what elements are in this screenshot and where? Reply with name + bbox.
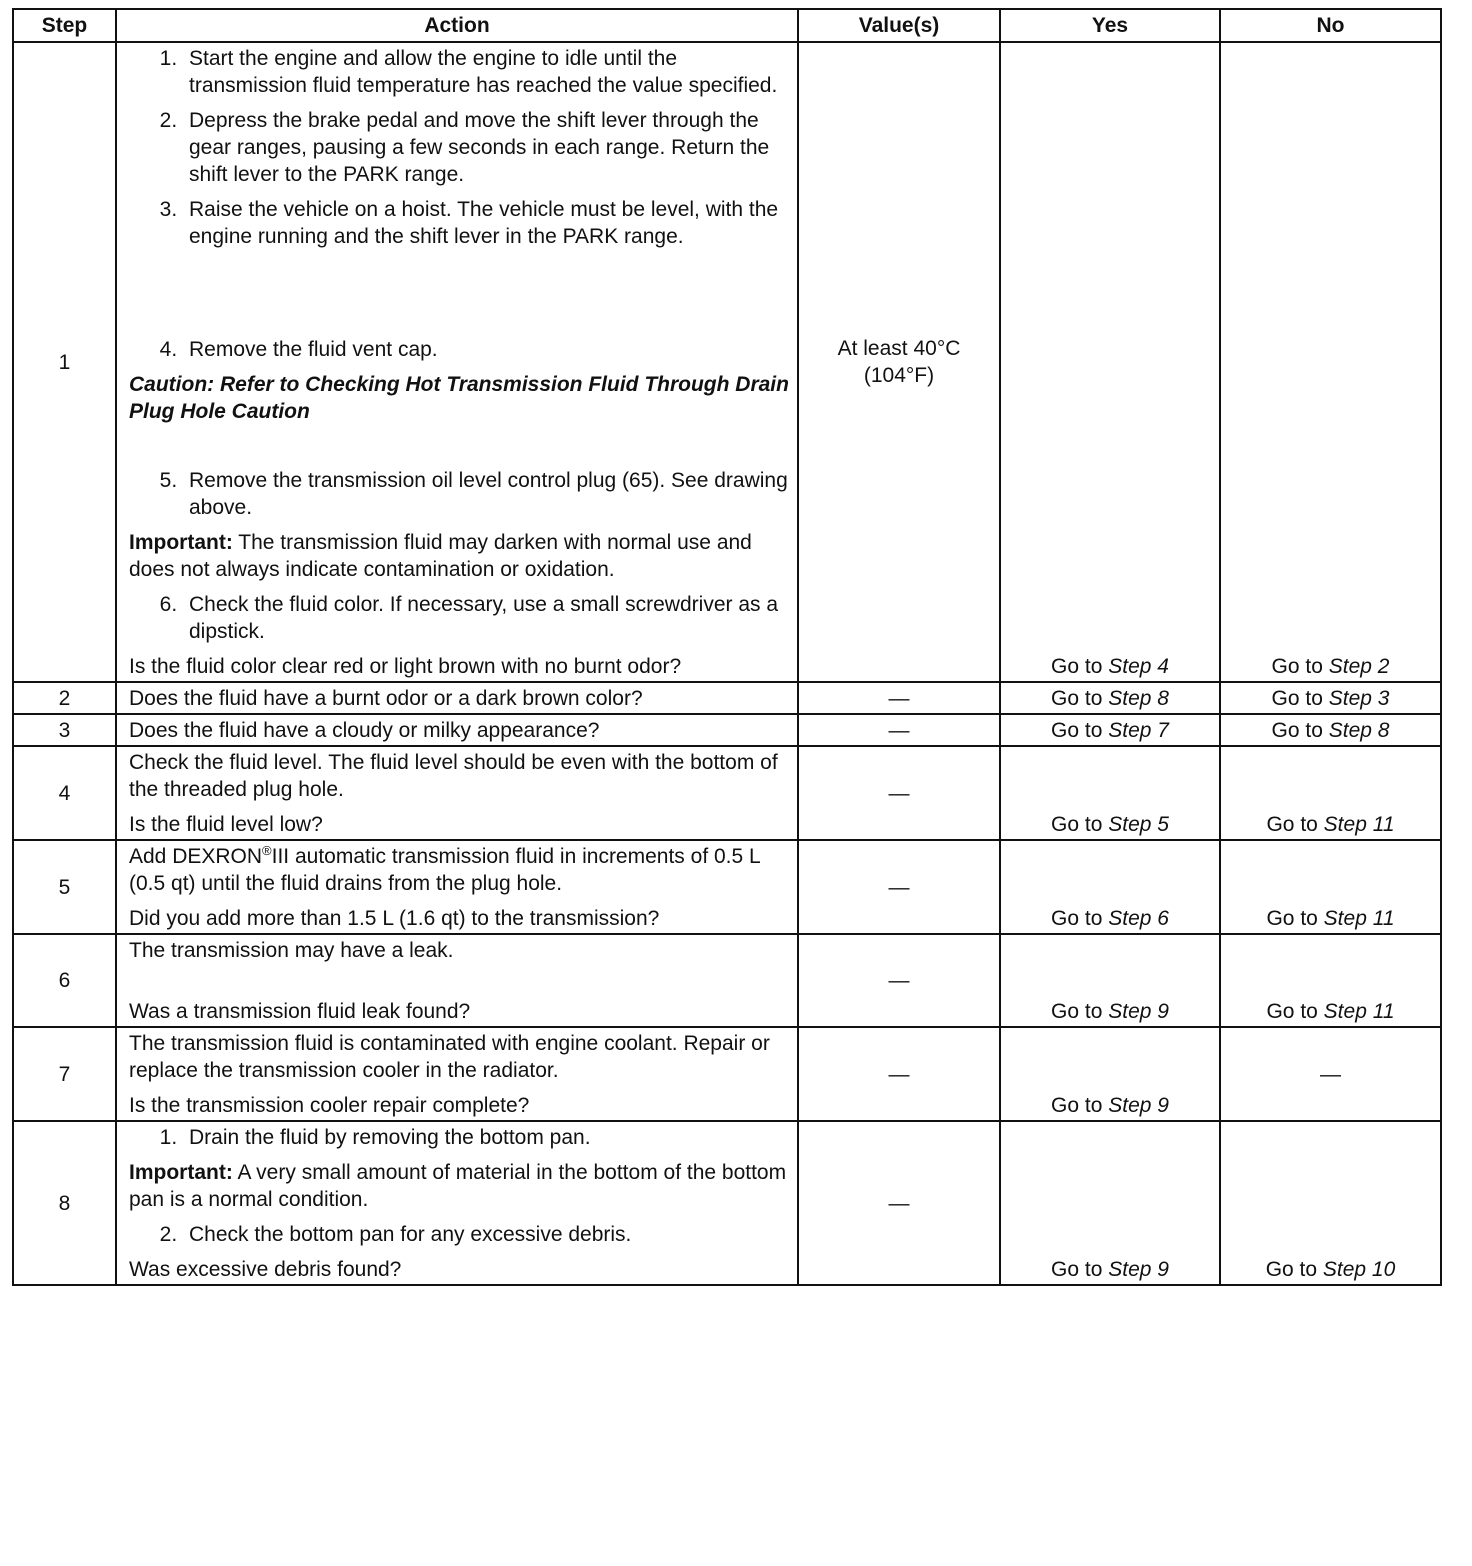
yes-step-link[interactable]: Step 8 (1108, 687, 1169, 710)
important-note (129, 1159, 789, 1213)
value-text: At least 40°C (104°F) (837, 337, 961, 387)
important-text: The transmission fluid may darken with normal use and does not always indicate contamination or oxidation. (129, 531, 752, 581)
step-number: 7 (13, 1027, 116, 1121)
table-row (13, 1121, 1441, 1285)
list-item: 6. Check the fluid color. If necessary, use a small screwdriver as a dipstick. (183, 591, 789, 645)
no-step-link[interactable]: Step 2 (1328, 655, 1390, 678)
procedure-list (129, 1221, 789, 1248)
no-cell (1220, 840, 1441, 934)
list-item: 1. Drain the fluid by removing the bottom pan. (183, 1124, 789, 1151)
table-row (13, 42, 1441, 682)
procedure-list (129, 467, 789, 521)
yes-step-link[interactable]: Step 6 (1108, 907, 1169, 930)
no-cell (1220, 714, 1441, 746)
list-item: 4. Remove the fluid vent cap. (183, 336, 789, 363)
important-note (129, 529, 789, 583)
goto-prefix: Go to (1051, 907, 1109, 930)
table-row (13, 1027, 1441, 1121)
question-text: Does the fluid have a burnt odor or a dark brown color? (129, 687, 643, 710)
yes-cell (1000, 746, 1220, 840)
yes-cell (1000, 42, 1220, 682)
procedure-list (129, 45, 789, 250)
value-cell (798, 934, 1000, 1027)
diagnostic-table (12, 8, 1442, 1286)
yes-step-link[interactable]: Step 5 (1108, 813, 1169, 836)
registered-mark: ® (262, 843, 272, 858)
no-cell (1220, 1121, 1441, 1285)
instruction-text: Check the fluid level. The fluid level should be even with the bottom of the threaded plug hole. (129, 751, 778, 801)
no-step-link[interactable]: Step 10 (1322, 1258, 1396, 1281)
goto-prefix: Go to (1271, 655, 1329, 678)
dash-value: — (888, 1062, 910, 1086)
goto-prefix: Go to (1266, 907, 1324, 930)
dash-value: — (888, 686, 910, 710)
dash-value: — (888, 875, 910, 899)
list-item: 2. Depress the brake pedal and move the shift lever through the gear ranges, pausing a few seconds in each range. Return the shift lever to the PARK range. (183, 107, 789, 188)
action-cell (116, 934, 798, 1027)
value-cell (798, 42, 1000, 682)
goto-prefix: Go to (1265, 1258, 1323, 1281)
goto-prefix: Go to (1266, 1000, 1324, 1023)
important-label: Important: (129, 531, 233, 554)
step-number: 6 (13, 934, 116, 1027)
yes-step-link[interactable]: Step 9 (1108, 1094, 1169, 1117)
step-number: 5 (13, 840, 116, 934)
header-yes: Yes (1000, 9, 1220, 42)
no-cell (1220, 934, 1441, 1027)
yes-cell (1000, 682, 1220, 714)
step-number: 3 (13, 714, 116, 746)
dash-value: — (888, 781, 910, 805)
value-cell (798, 714, 1000, 746)
instruction-text: The transmission may have a leak. (129, 939, 454, 962)
action-cell (116, 682, 798, 714)
dash-value: — (888, 969, 910, 992)
goto-prefix: Go to (1051, 655, 1109, 678)
dash-value: — (888, 718, 910, 742)
action-cell (116, 714, 798, 746)
list-item: 2. Check the bottom pan for any excessive debris. (183, 1221, 789, 1248)
header-no: No (1220, 9, 1441, 42)
question-text: Was excessive debris found? (129, 1258, 402, 1281)
list-item: 3. Raise the vehicle on a hoist. The vehicle must be level, with the engine running and the shift lever in the PARK range. (183, 196, 789, 250)
no-cell (1220, 1027, 1441, 1121)
value-cell (798, 682, 1000, 714)
table-row (13, 714, 1441, 746)
question-text: Was a transmission fluid leak found? (129, 1000, 471, 1023)
no-cell (1220, 746, 1441, 840)
procedure-list (129, 336, 789, 363)
goto-prefix: Go to (1051, 813, 1109, 836)
question-text: Did you add more than 1.5 L (1.6 qt) to the transmission? (129, 907, 660, 930)
important-text: A very small amount of material in the bottom of the bottom pan is a normal condition. (129, 1161, 787, 1211)
action-cell (116, 840, 798, 934)
goto-prefix: Go to (1051, 1000, 1109, 1023)
step-number: 8 (13, 1121, 116, 1285)
list-item: 5. Remove the transmission oil level control plug (65). See drawing above. (183, 467, 789, 521)
step-number: 1 (13, 42, 116, 682)
spacer (129, 258, 789, 336)
no-cell (1220, 42, 1441, 682)
header-values: Value(s) (798, 9, 1000, 42)
question-text: Is the transmission cooler repair complete? (129, 1094, 530, 1117)
instruction-text: The transmission fluid is contaminated with engine coolant. Repair or replace the transmission cooler in the radiator. (129, 1032, 770, 1082)
procedure-list (129, 591, 789, 645)
header-action: Action (116, 9, 798, 42)
no-step-link[interactable]: Step 11 (1323, 813, 1395, 836)
step-number: 2 (13, 682, 116, 714)
instruction-text-end: III automatic transmission fluid in increments of 0.5 L (0.5 qt) until the fluid drains from the plug hole. (129, 845, 760, 895)
yes-cell (1000, 840, 1220, 934)
goto-prefix: Go to (1051, 719, 1109, 742)
yes-step-link[interactable]: Step 7 (1108, 719, 1169, 742)
procedure-list (129, 1124, 789, 1151)
question-text: Does the fluid have a cloudy or milky appearance? (129, 719, 600, 742)
header-row (13, 9, 1441, 42)
action-cell (116, 746, 798, 840)
header-step: Step (13, 9, 116, 42)
dash-value: — (888, 1191, 910, 1215)
yes-step-link[interactable]: Step 4 (1108, 655, 1169, 678)
goto-prefix: Go to (1051, 687, 1109, 710)
instruction-text-start: Add DEXRON (129, 845, 263, 868)
action-cell (116, 1121, 798, 1285)
yes-cell (1000, 1027, 1220, 1121)
no-step-link[interactable]: Step 11 (1323, 907, 1395, 930)
table-row (13, 682, 1441, 714)
table-row (13, 934, 1441, 1027)
no-step-link[interactable]: Step 3 (1328, 687, 1390, 710)
value-cell (798, 1027, 1000, 1121)
instruction-text (129, 843, 789, 897)
goto-prefix: Go to (1051, 1094, 1109, 1117)
caution-note: Caution: Refer to Checking Hot Transmission Fluid Through Drain Plug Hole Caution (129, 373, 789, 423)
value-cell (798, 1121, 1000, 1285)
table-row (13, 746, 1441, 840)
yes-cell (1000, 1121, 1220, 1285)
yes-step-link[interactable]: Step 9 (1108, 1258, 1169, 1281)
action-cell (116, 42, 798, 682)
action-cell (116, 1027, 798, 1121)
goto-prefix: Go to (1266, 813, 1324, 836)
no-step-link[interactable]: Step 8 (1328, 719, 1390, 742)
table-row (13, 840, 1441, 934)
dash-value: — (1320, 1062, 1341, 1086)
goto-prefix: Go to (1271, 719, 1329, 742)
step-number: 4 (13, 746, 116, 840)
question-text: Is the fluid level low? (129, 813, 323, 836)
no-cell (1220, 682, 1441, 714)
goto-prefix: Go to (1051, 1258, 1109, 1281)
goto-prefix: Go to (1271, 687, 1329, 710)
yes-cell (1000, 934, 1220, 1027)
yes-cell (1000, 714, 1220, 746)
value-cell (798, 840, 1000, 934)
list-item: 1. Start the engine and allow the engine to idle until the transmission fluid temperature has reached the value specified. (183, 45, 789, 99)
yes-step-link[interactable]: Step 9 (1108, 1000, 1169, 1023)
spacer (129, 433, 789, 467)
no-step-link[interactable]: Step 11 (1323, 1000, 1395, 1023)
important-label: Important: (129, 1161, 233, 1184)
question-text: Is the fluid color clear red or light brown with no burnt odor? (129, 655, 682, 678)
value-cell (798, 746, 1000, 840)
